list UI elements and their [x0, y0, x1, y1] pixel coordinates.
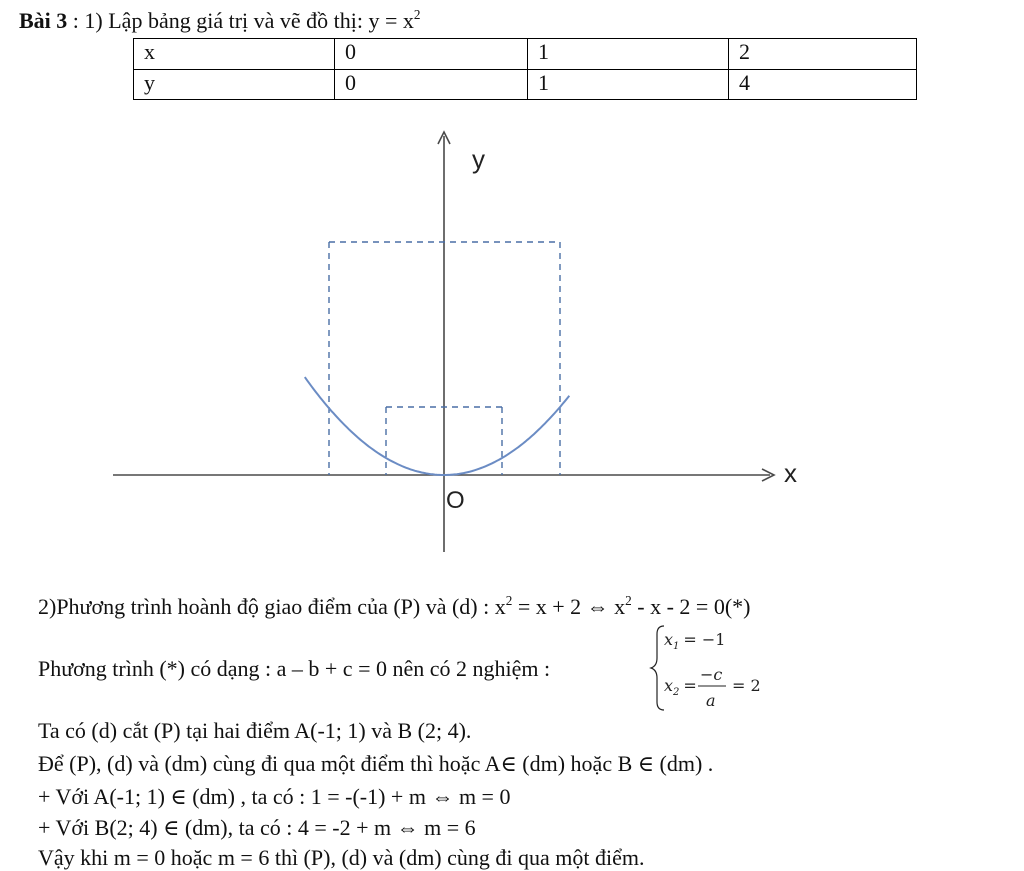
case-a-line: + Với A(-1; 1) ∈ (dm) , ta có : 1 = -(-1) + m ⇔ m = 0	[38, 784, 511, 809]
fraction-denominator: a	[706, 691, 716, 710]
table-cell: 2	[729, 39, 917, 70]
root-x1-value: = −1	[683, 630, 726, 649]
root-x1-sub: 1	[673, 641, 680, 652]
table-cell: 1	[528, 39, 729, 70]
parabola-graph	[0, 120, 1024, 560]
equation-part: = x + 2 ⇔ x	[512, 594, 626, 619]
table-row-x	[134, 39, 917, 70]
origin-label: O	[446, 487, 465, 514]
root-x2-var: x	[664, 676, 674, 695]
x-axis-label: x	[784, 458, 797, 488]
intersection-points-line: Ta có (d) cắt (P) tại hai điểm A(-1; 1) và B (2; 4).	[38, 718, 472, 743]
y-axis-label: y	[472, 144, 485, 174]
equation-part: - x - 2 = 0(*)	[631, 594, 751, 619]
root-x2-value: = 2	[732, 676, 761, 695]
equation-part: 2)Phương trình hoành độ giao điểm của (P) và (d) : x	[38, 594, 506, 619]
table-row-y	[134, 69, 917, 100]
table-cell: 1	[528, 69, 729, 100]
brace-icon	[651, 626, 664, 710]
case-b-line: + Với B(2; 4) ∈ (dm), ta có : 4 = -2 + m ⇔ m = 6	[38, 815, 476, 840]
roots-system	[648, 622, 788, 716]
root-x1-var: x	[664, 630, 674, 649]
fraction-numerator: −c	[700, 665, 723, 684]
table-cell: 4	[729, 69, 917, 100]
table-cell: 0	[335, 39, 528, 70]
exercise-number: Bài 3	[19, 8, 68, 33]
conclusion-line: Vậy khi m = 0 hoặc m = 6 thì (P), (d) và (dm) cùng đi qua một điểm.	[38, 845, 645, 870]
table-cell: 0	[335, 69, 528, 100]
intersection-equation	[38, 594, 750, 620]
table-cell: y	[134, 69, 335, 100]
condition-line: Để (P), (d) và (dm) cùng đi qua một điểm thì hoặc A∈ (dm) hoặc B ∈ (dm) .	[38, 751, 714, 776]
roots-statement: Phương trình (*) có dạng : a – b + c = 0 nên có 2 nghiệm :	[38, 656, 551, 681]
parabola-curve	[305, 377, 570, 475]
exercise-title	[19, 8, 421, 34]
svg-text:x1= −1	[664, 630, 725, 652]
table-cell: x	[134, 39, 335, 70]
svg-text:x2=	[664, 676, 697, 698]
root-x2-sub: 2	[673, 687, 680, 698]
root-x2-eq: =	[683, 676, 697, 695]
exponent: 2	[505, 592, 513, 608]
exponent: 2	[625, 592, 632, 608]
value-table	[133, 38, 917, 100]
exercise-title-text: : 1) Lập bảng giá trị và vẽ đồ thị: y = x	[67, 8, 414, 33]
exercise-title-exponent: 2	[413, 6, 421, 22]
